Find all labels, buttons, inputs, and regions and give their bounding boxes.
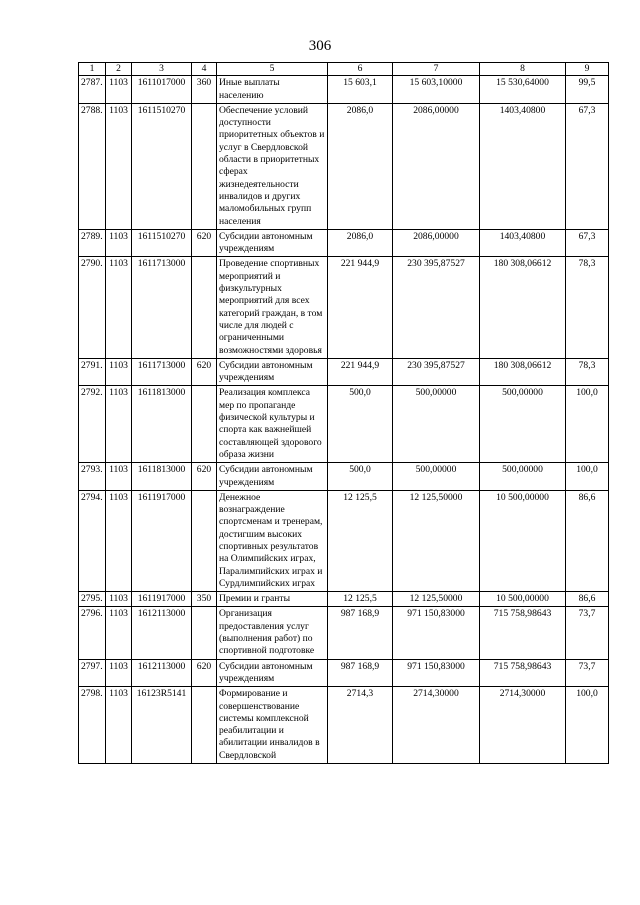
section-code-cell: 1103	[106, 103, 132, 229]
executed-amount-cell: 1403,40800	[480, 103, 566, 229]
executed-amount-cell: 2714,30000	[480, 687, 566, 764]
refined-amount-cell: 971 150,83000	[393, 659, 480, 687]
row-number-cell: 2795.	[79, 592, 106, 607]
column-header: 3	[132, 63, 192, 76]
section-code-cell: 1103	[106, 386, 132, 463]
row-number-cell: 2791.	[79, 358, 106, 386]
column-header: 8	[480, 63, 566, 76]
section-code-cell: 1103	[106, 687, 132, 764]
execution-percent-cell: 78,3	[566, 257, 609, 358]
approved-amount-cell: 2086,0	[328, 103, 393, 229]
target-article-cell: 1611510270	[132, 229, 192, 257]
item-name-cell: Субсидии автономным учреждениям	[217, 229, 328, 257]
expense-type-cell: 620	[192, 463, 217, 491]
approved-amount-cell: 2714,3	[328, 687, 393, 764]
executed-amount-cell: 500,00000	[480, 463, 566, 491]
table-row	[79, 659, 609, 687]
target-article-cell: 1612113000	[132, 659, 192, 687]
expense-type-cell: 350	[192, 592, 217, 607]
target-article-cell: 1611813000	[132, 463, 192, 491]
section-code-cell: 1103	[106, 607, 132, 659]
row-number-cell: 2793.	[79, 463, 106, 491]
approved-amount-cell: 15 603,1	[328, 76, 393, 104]
execution-percent-cell: 99,5	[566, 76, 609, 104]
expense-type-cell: 360	[192, 76, 217, 104]
row-number-cell: 2794.	[79, 490, 106, 591]
expense-type-cell	[192, 490, 217, 591]
item-name-cell: Организация предоставления услуг (выполнения работ) по спортивной подготовке	[217, 607, 328, 659]
section-code-cell: 1103	[106, 659, 132, 687]
refined-amount-cell: 500,00000	[393, 386, 480, 463]
execution-percent-cell: 100,0	[566, 386, 609, 463]
expense-type-cell	[192, 687, 217, 764]
column-header: 2	[106, 63, 132, 76]
execution-percent-cell: 73,7	[566, 607, 609, 659]
execution-percent-cell: 67,3	[566, 103, 609, 229]
execution-percent-cell: 100,0	[566, 687, 609, 764]
column-header: 6	[328, 63, 393, 76]
table-header-row	[79, 63, 609, 76]
table-row	[79, 687, 609, 764]
table-row	[79, 76, 609, 104]
approved-amount-cell: 2086,0	[328, 229, 393, 257]
item-name-cell: Обеспечение условий доступности приоритетных объектов и услуг в Свердловской области в приоритетных сферах жизнедеятельности инвалидов и других маломобильных групп населения	[217, 103, 328, 229]
executed-amount-cell: 180 308,06612	[480, 358, 566, 386]
execution-percent-cell: 78,3	[566, 358, 609, 386]
target-article-cell: 1611713000	[132, 257, 192, 358]
refined-amount-cell: 971 150,83000	[393, 607, 480, 659]
page-number: 306	[308, 38, 332, 54]
execution-percent-cell: 73,7	[566, 659, 609, 687]
item-name-cell: Реализация комплекса мер по пропаганде физической культуры и спорта как важнейшей составляющей здорового образа жизни	[217, 386, 328, 463]
column-header: 9	[566, 63, 609, 76]
column-header: 7	[393, 63, 480, 76]
table-row	[79, 490, 609, 591]
executed-amount-cell: 500,00000	[480, 386, 566, 463]
approved-amount-cell: 221 944,9	[328, 257, 393, 358]
expense-type-cell	[192, 103, 217, 229]
row-number-cell: 2788.	[79, 103, 106, 229]
refined-amount-cell: 2714,30000	[393, 687, 480, 764]
section-code-cell: 1103	[106, 229, 132, 257]
refined-amount-cell: 2086,00000	[393, 103, 480, 229]
executed-amount-cell: 15 530,64000	[480, 76, 566, 104]
section-code-cell: 1103	[106, 76, 132, 104]
budget-table	[78, 62, 609, 764]
executed-amount-cell: 715 758,98643	[480, 607, 566, 659]
section-code-cell: 1103	[106, 257, 132, 358]
target-article-cell: 1611713000	[132, 358, 192, 386]
approved-amount-cell: 12 125,5	[328, 592, 393, 607]
column-header: 5	[217, 63, 328, 76]
target-article-cell: 1611510270	[132, 103, 192, 229]
row-number-cell: 2792.	[79, 386, 106, 463]
row-number-cell: 2797.	[79, 659, 106, 687]
approved-amount-cell: 987 168,9	[328, 659, 393, 687]
section-code-cell: 1103	[106, 463, 132, 491]
item-name-cell: Формирование и совершенствование системы комплексной реабилитации и абилитации инвалидов в Свердловской	[217, 687, 328, 764]
target-article-cell: 1611017000	[132, 76, 192, 104]
table-row	[79, 103, 609, 229]
refined-amount-cell: 500,00000	[393, 463, 480, 491]
refined-amount-cell: 12 125,50000	[393, 490, 480, 591]
table-row	[79, 592, 609, 607]
refined-amount-cell: 2086,00000	[393, 229, 480, 257]
refined-amount-cell: 230 395,87527	[393, 358, 480, 386]
approved-amount-cell: 12 125,5	[328, 490, 393, 591]
approved-amount-cell: 221 944,9	[328, 358, 393, 386]
table-row	[79, 386, 609, 463]
item-name-cell: Субсидии автономным учреждениям	[217, 463, 328, 491]
refined-amount-cell: 15 603,10000	[393, 76, 480, 104]
row-number-cell: 2789.	[79, 229, 106, 257]
table-row	[79, 358, 609, 386]
item-name-cell: Субсидии автономным учреждениям	[217, 659, 328, 687]
column-header: 4	[192, 63, 217, 76]
table-row	[79, 257, 609, 358]
table-row	[79, 463, 609, 491]
row-number-cell: 2798.	[79, 687, 106, 764]
item-name-cell: Денежное вознаграждение спортсменам и тренерам, достигшим высоких спортивных результатов на Олимпийских играх, Паралимпийских играх и Сурдлимпийских играх	[217, 490, 328, 591]
target-article-cell: 1611813000	[132, 386, 192, 463]
approved-amount-cell: 500,0	[328, 463, 393, 491]
executed-amount-cell: 10 500,00000	[480, 592, 566, 607]
table-row	[79, 229, 609, 257]
item-name-cell: Проведение спортивных мероприятий и физкультурных мероприятий для всех категорий граждан, в том числе для людей с ограниченными возможностями здоровья	[217, 257, 328, 358]
approved-amount-cell: 987 168,9	[328, 607, 393, 659]
item-name-cell: Субсидии автономным учреждениям	[217, 358, 328, 386]
expense-type-cell: 620	[192, 229, 217, 257]
expense-type-cell	[192, 386, 217, 463]
item-name-cell: Премии и гранты	[217, 592, 328, 607]
row-number-cell: 2787.	[79, 76, 106, 104]
table-row	[79, 607, 609, 659]
expense-type-cell: 620	[192, 358, 217, 386]
refined-amount-cell: 230 395,87527	[393, 257, 480, 358]
column-header: 1	[79, 63, 106, 76]
section-code-cell: 1103	[106, 592, 132, 607]
row-number-cell: 2796.	[79, 607, 106, 659]
target-article-cell: 1612113000	[132, 607, 192, 659]
execution-percent-cell: 86,6	[566, 490, 609, 591]
target-article-cell: 16123R5141	[132, 687, 192, 764]
expense-type-cell	[192, 257, 217, 358]
approved-amount-cell: 500,0	[328, 386, 393, 463]
target-article-cell: 1611917000	[132, 490, 192, 591]
execution-percent-cell: 67,3	[566, 229, 609, 257]
section-code-cell: 1103	[106, 490, 132, 591]
section-code-cell: 1103	[106, 358, 132, 386]
execution-percent-cell: 86,6	[566, 592, 609, 607]
executed-amount-cell: 180 308,06612	[480, 257, 566, 358]
row-number-cell: 2790.	[79, 257, 106, 358]
expense-type-cell	[192, 607, 217, 659]
item-name-cell: Иные выплаты населению	[217, 76, 328, 104]
refined-amount-cell: 12 125,50000	[393, 592, 480, 607]
executed-amount-cell: 715 758,98643	[480, 659, 566, 687]
target-article-cell: 1611917000	[132, 592, 192, 607]
executed-amount-cell: 1403,40800	[480, 229, 566, 257]
expense-type-cell: 620	[192, 659, 217, 687]
execution-percent-cell: 100,0	[566, 463, 609, 491]
executed-amount-cell: 10 500,00000	[480, 490, 566, 591]
